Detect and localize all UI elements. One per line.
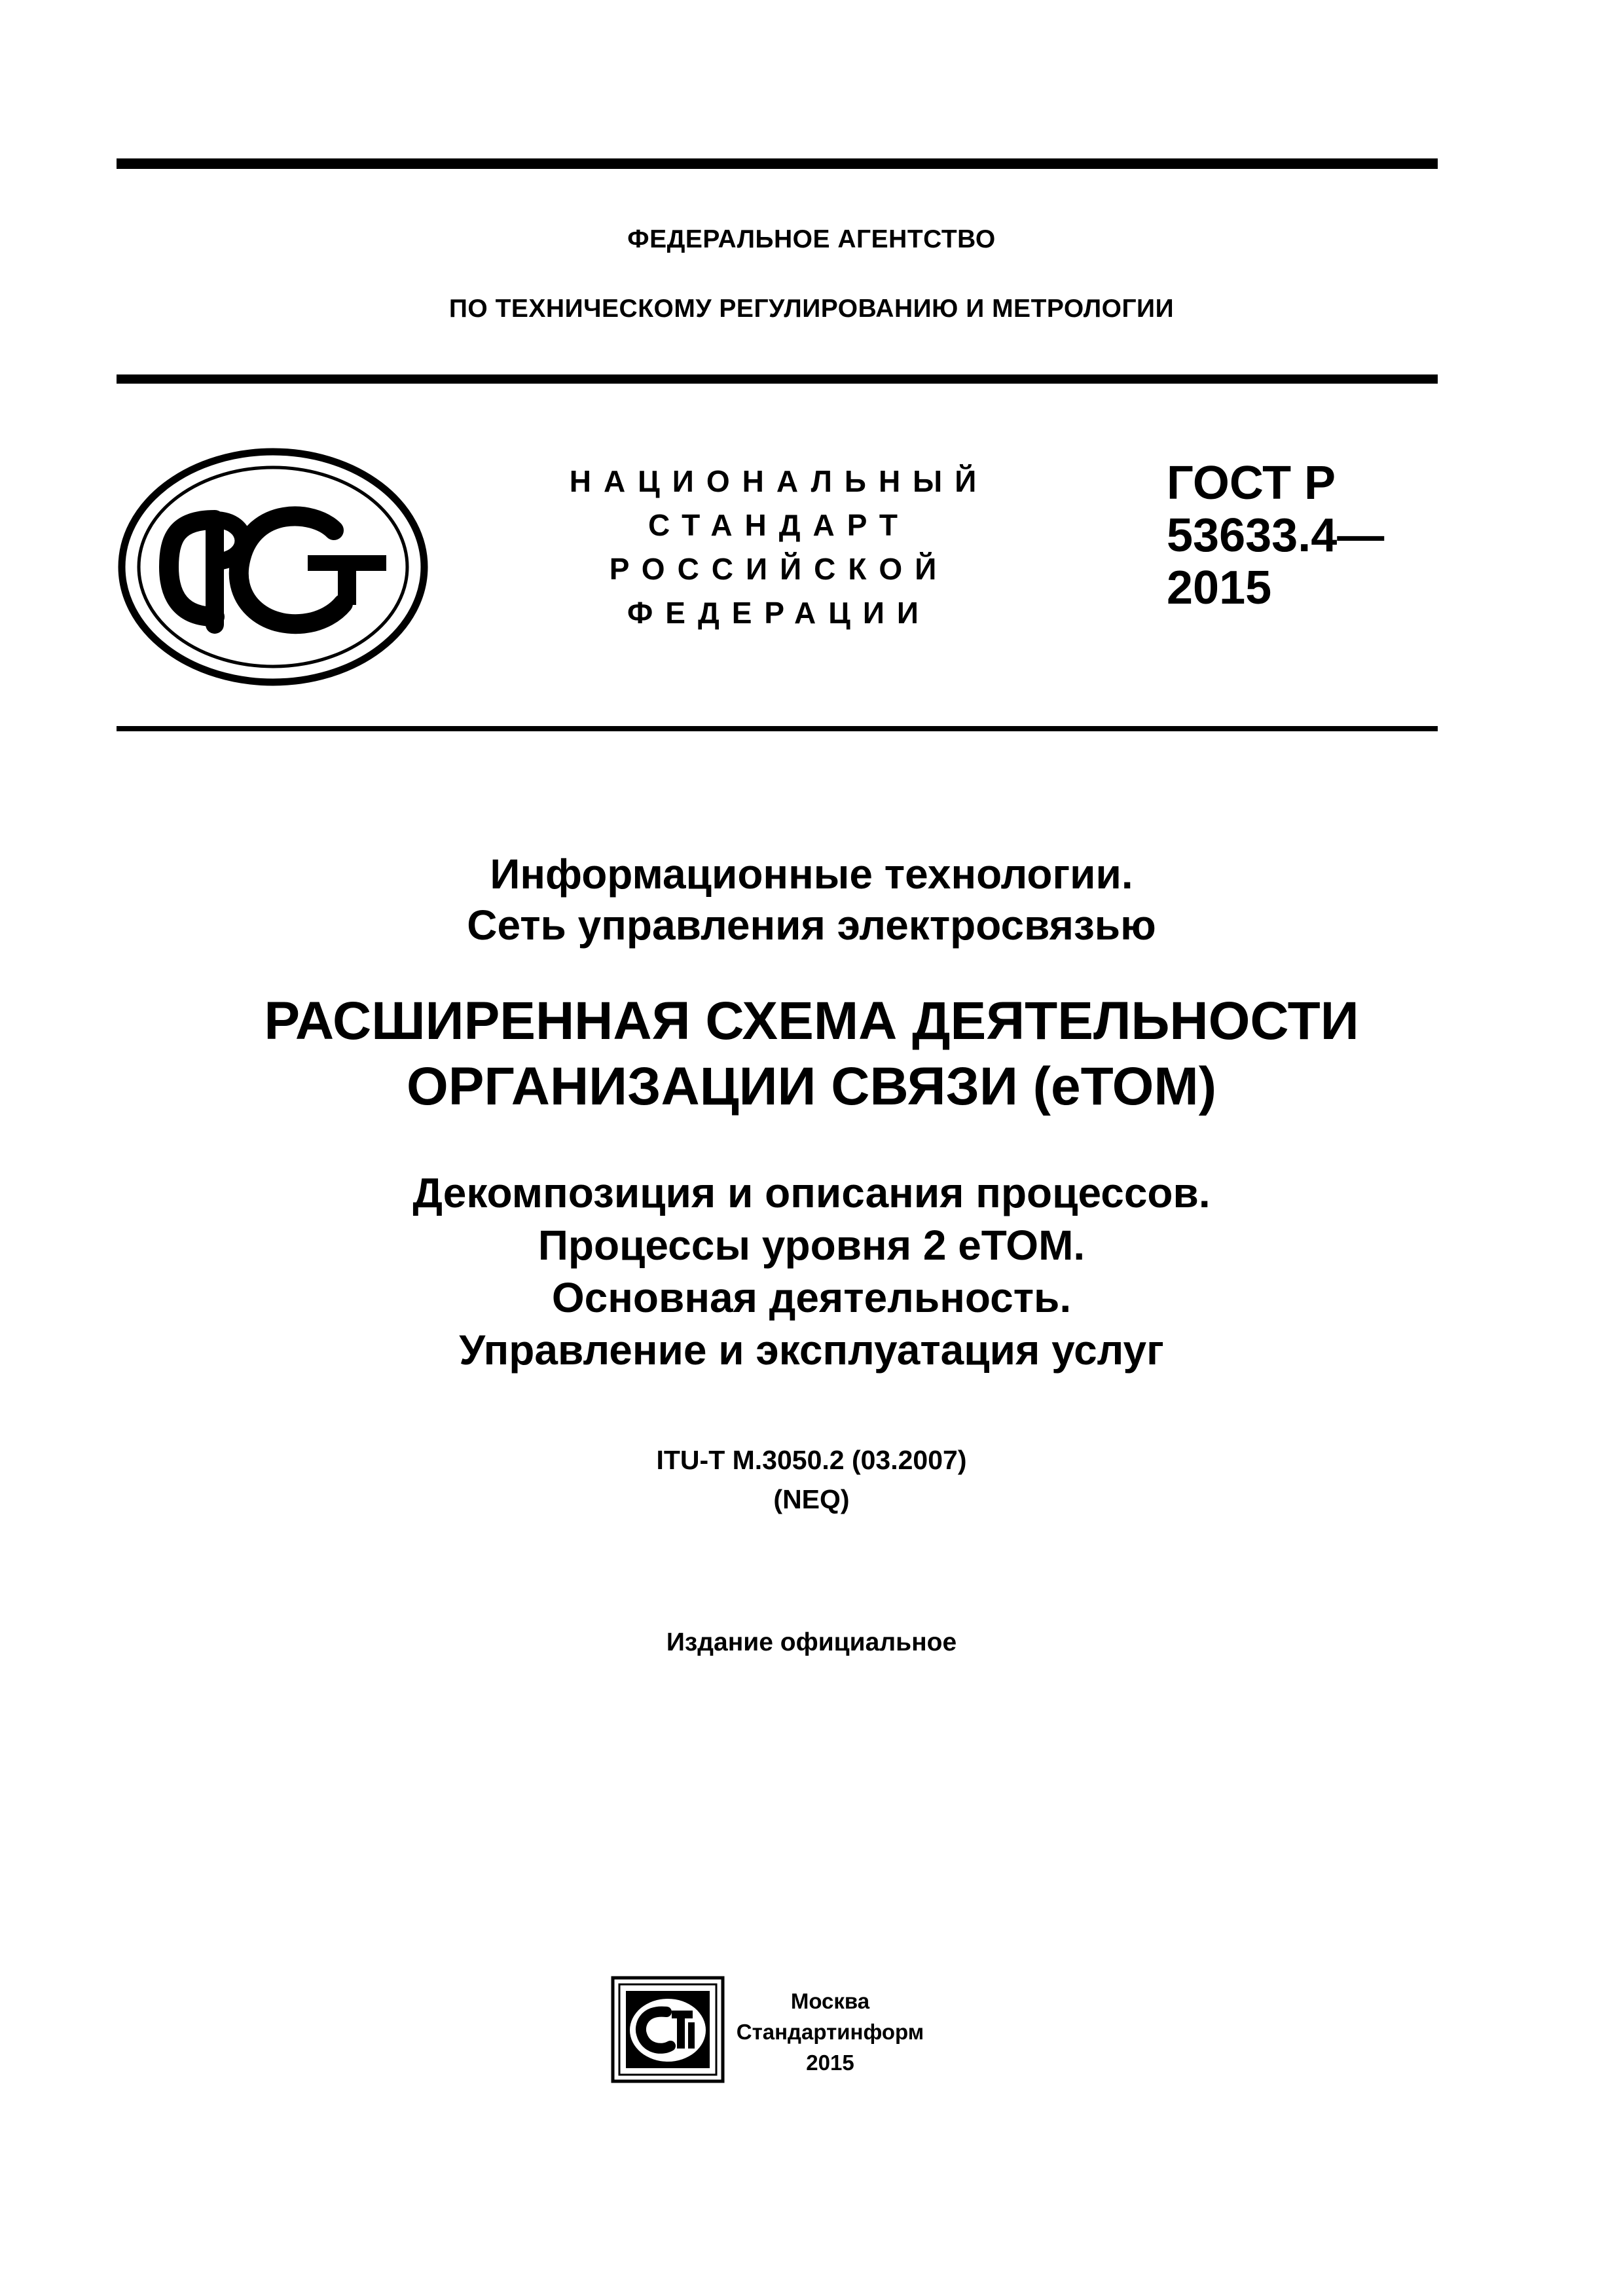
- national-line-4: ФЕДЕРАЦИИ: [627, 596, 931, 630]
- subtitle-line-3: Основная деятельность.: [551, 1274, 1072, 1321]
- national-line-1: НАЦИОНАЛЬНЫЙ: [569, 464, 989, 498]
- publisher-year: 2015: [806, 2050, 854, 2075]
- header-divider: [117, 374, 1438, 384]
- national-line-3: РОССИЙСКОЙ: [609, 552, 949, 586]
- subtitle-line-1: Декомпозиция и описания процессов.: [412, 1169, 1211, 1216]
- national-standard-label: [563, 460, 995, 635]
- publisher-city: Москва: [790, 1989, 870, 2013]
- main-title-line-2: ОРГАНИЗАЦИИ СВЯЗИ (еТОМ): [406, 1057, 1217, 1116]
- general-title: [0, 848, 1623, 951]
- main-title-line-1: РАСШИРЕННАЯ СХЕМА ДЕЯТЕЛЬНОСТИ: [264, 991, 1359, 1051]
- edition-label: Издание официальное: [666, 1628, 957, 1656]
- publisher-name: Стандартинформ: [736, 2020, 924, 2044]
- publisher-info: [732, 1986, 928, 2078]
- rst-logo-icon: [117, 446, 429, 687]
- general-title-line-2: Сеть управления электросвязью: [467, 902, 1156, 949]
- agency-name-line-2: ПО ТЕХНИЧЕСКОМУ РЕГУЛИРОВАНИЮ И МЕТРОЛОГИИ: [448, 295, 1175, 323]
- top-divider: [117, 158, 1438, 169]
- general-title-line-1: Информационные технологии.: [490, 850, 1133, 898]
- national-line-2: СТАНДАРТ: [648, 508, 910, 542]
- subtitle: [0, 1167, 1623, 1376]
- subtitle-line-4: Управление и эксплуатация услуг: [459, 1326, 1164, 1374]
- standard-code-line-2: 53633.4—: [1167, 509, 1385, 562]
- standard-code-line-3: 2015: [1167, 562, 1272, 614]
- title-divider: [117, 726, 1438, 731]
- itu-reference-number: ITU-T M.3050.2 (03.2007): [656, 1445, 967, 1475]
- sti-logo-icon: [610, 1974, 725, 2084]
- standard-code-line-1: ГОСТ Р: [1167, 457, 1336, 509]
- itu-equivalence: (NEQ): [773, 1484, 850, 1514]
- main-title: [0, 989, 1623, 1120]
- agency-name-line-1: ФЕДЕРАЛЬНОЕ АГЕНТСТВО: [627, 225, 996, 253]
- subtitle-line-2: Процессы уровня 2 еТОМ.: [538, 1222, 1085, 1269]
- itu-reference: [0, 1440, 1623, 1519]
- standard-code: [1167, 457, 1384, 614]
